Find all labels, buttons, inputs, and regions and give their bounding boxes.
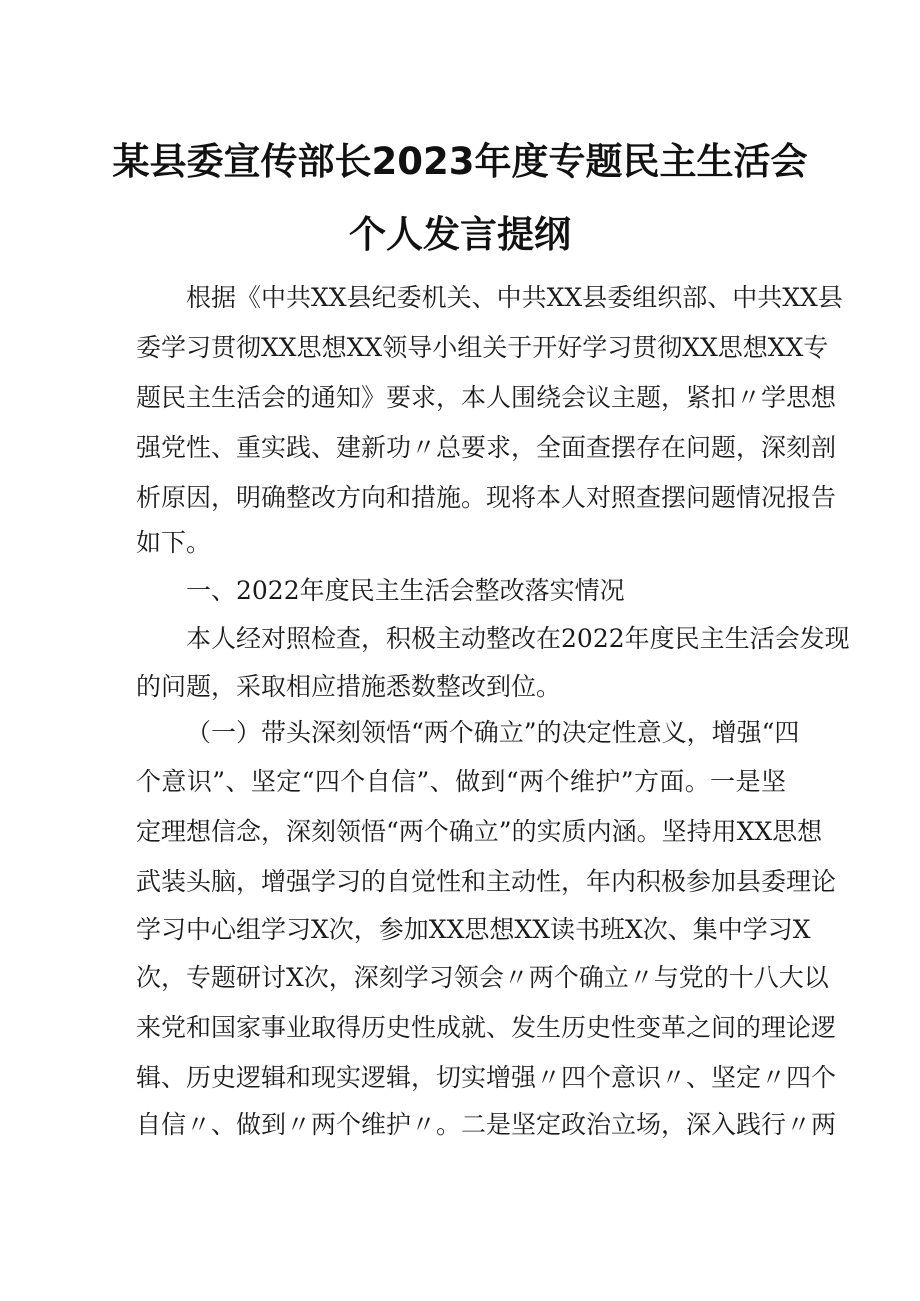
paragraph-line: 定理想信念，深刻领悟“两个确立”的实质内涵。坚持用XX思想 bbox=[136, 817, 823, 846]
paragraph-line: （一）带头深刻领悟“两个确立”的决定性意义，增强“四 bbox=[186, 718, 800, 747]
paragraph-line: 次，专题研讨X次，深刻学习领会〃两个确立〃与党的十八大以 bbox=[136, 963, 829, 992]
section-heading: 一、2022年度民主生活会整改落实情况 bbox=[186, 576, 625, 605]
paragraph-line: 强党性、重实践、建新功〃总要求，全面查摆存在问题，深刻剖 bbox=[136, 433, 837, 462]
paragraph-line: 委学习贯彻XX思想XX领导小组关于开好学习贯彻XX思想XX专 bbox=[136, 333, 829, 362]
paragraph-line: 学习中心组学习X次，参加XX思想XX读书班X次、集中学习X bbox=[136, 915, 811, 944]
paragraph-line: 自信〃、做到〃两个维护〃。二是坚定政治立场，深入践行〃两 bbox=[136, 1110, 837, 1139]
document-title-line-1: 某县委宣传部长2023年度专题民主生活会 bbox=[112, 140, 808, 183]
paragraph-line: 来党和国家事业取得历史性成就、发生历史性变革之间的理论逻 bbox=[136, 1013, 837, 1042]
paragraph-line: 如下。 bbox=[136, 528, 212, 557]
paragraph-line: 题民主生活会的通知》要求，本人围绕会议主题，紧扣〃学思想 bbox=[136, 383, 837, 412]
paragraph-line: 本人经对照检查，积极主动整改在2022年度民主生活会发现 bbox=[186, 624, 850, 653]
paragraph-line: 个意识”、坚定“四个自信”、做到“两个维护”方面。一是坚 bbox=[136, 767, 786, 796]
paragraph-line: 根据《中共XX县纪委机关、中共XX县委组织部、中共XX县 bbox=[186, 283, 843, 312]
document-title-line-2: 个人发言提纲 bbox=[349, 213, 571, 256]
paragraph-line: 析原因，明确整改方向和措施。现将本人对照查摆问题情况报告 bbox=[136, 483, 837, 512]
paragraph-line: 辑、历史逻辑和现实逻辑，切实增强〃四个意识〃、坚定〃四个 bbox=[136, 1063, 837, 1092]
paragraph-line: 的问题，采取相应措施悉数整改到位。 bbox=[136, 672, 562, 701]
paragraph-line: 武装头脑，增强学习的自觉性和主动性，年内积极参加县委理论 bbox=[136, 867, 837, 896]
